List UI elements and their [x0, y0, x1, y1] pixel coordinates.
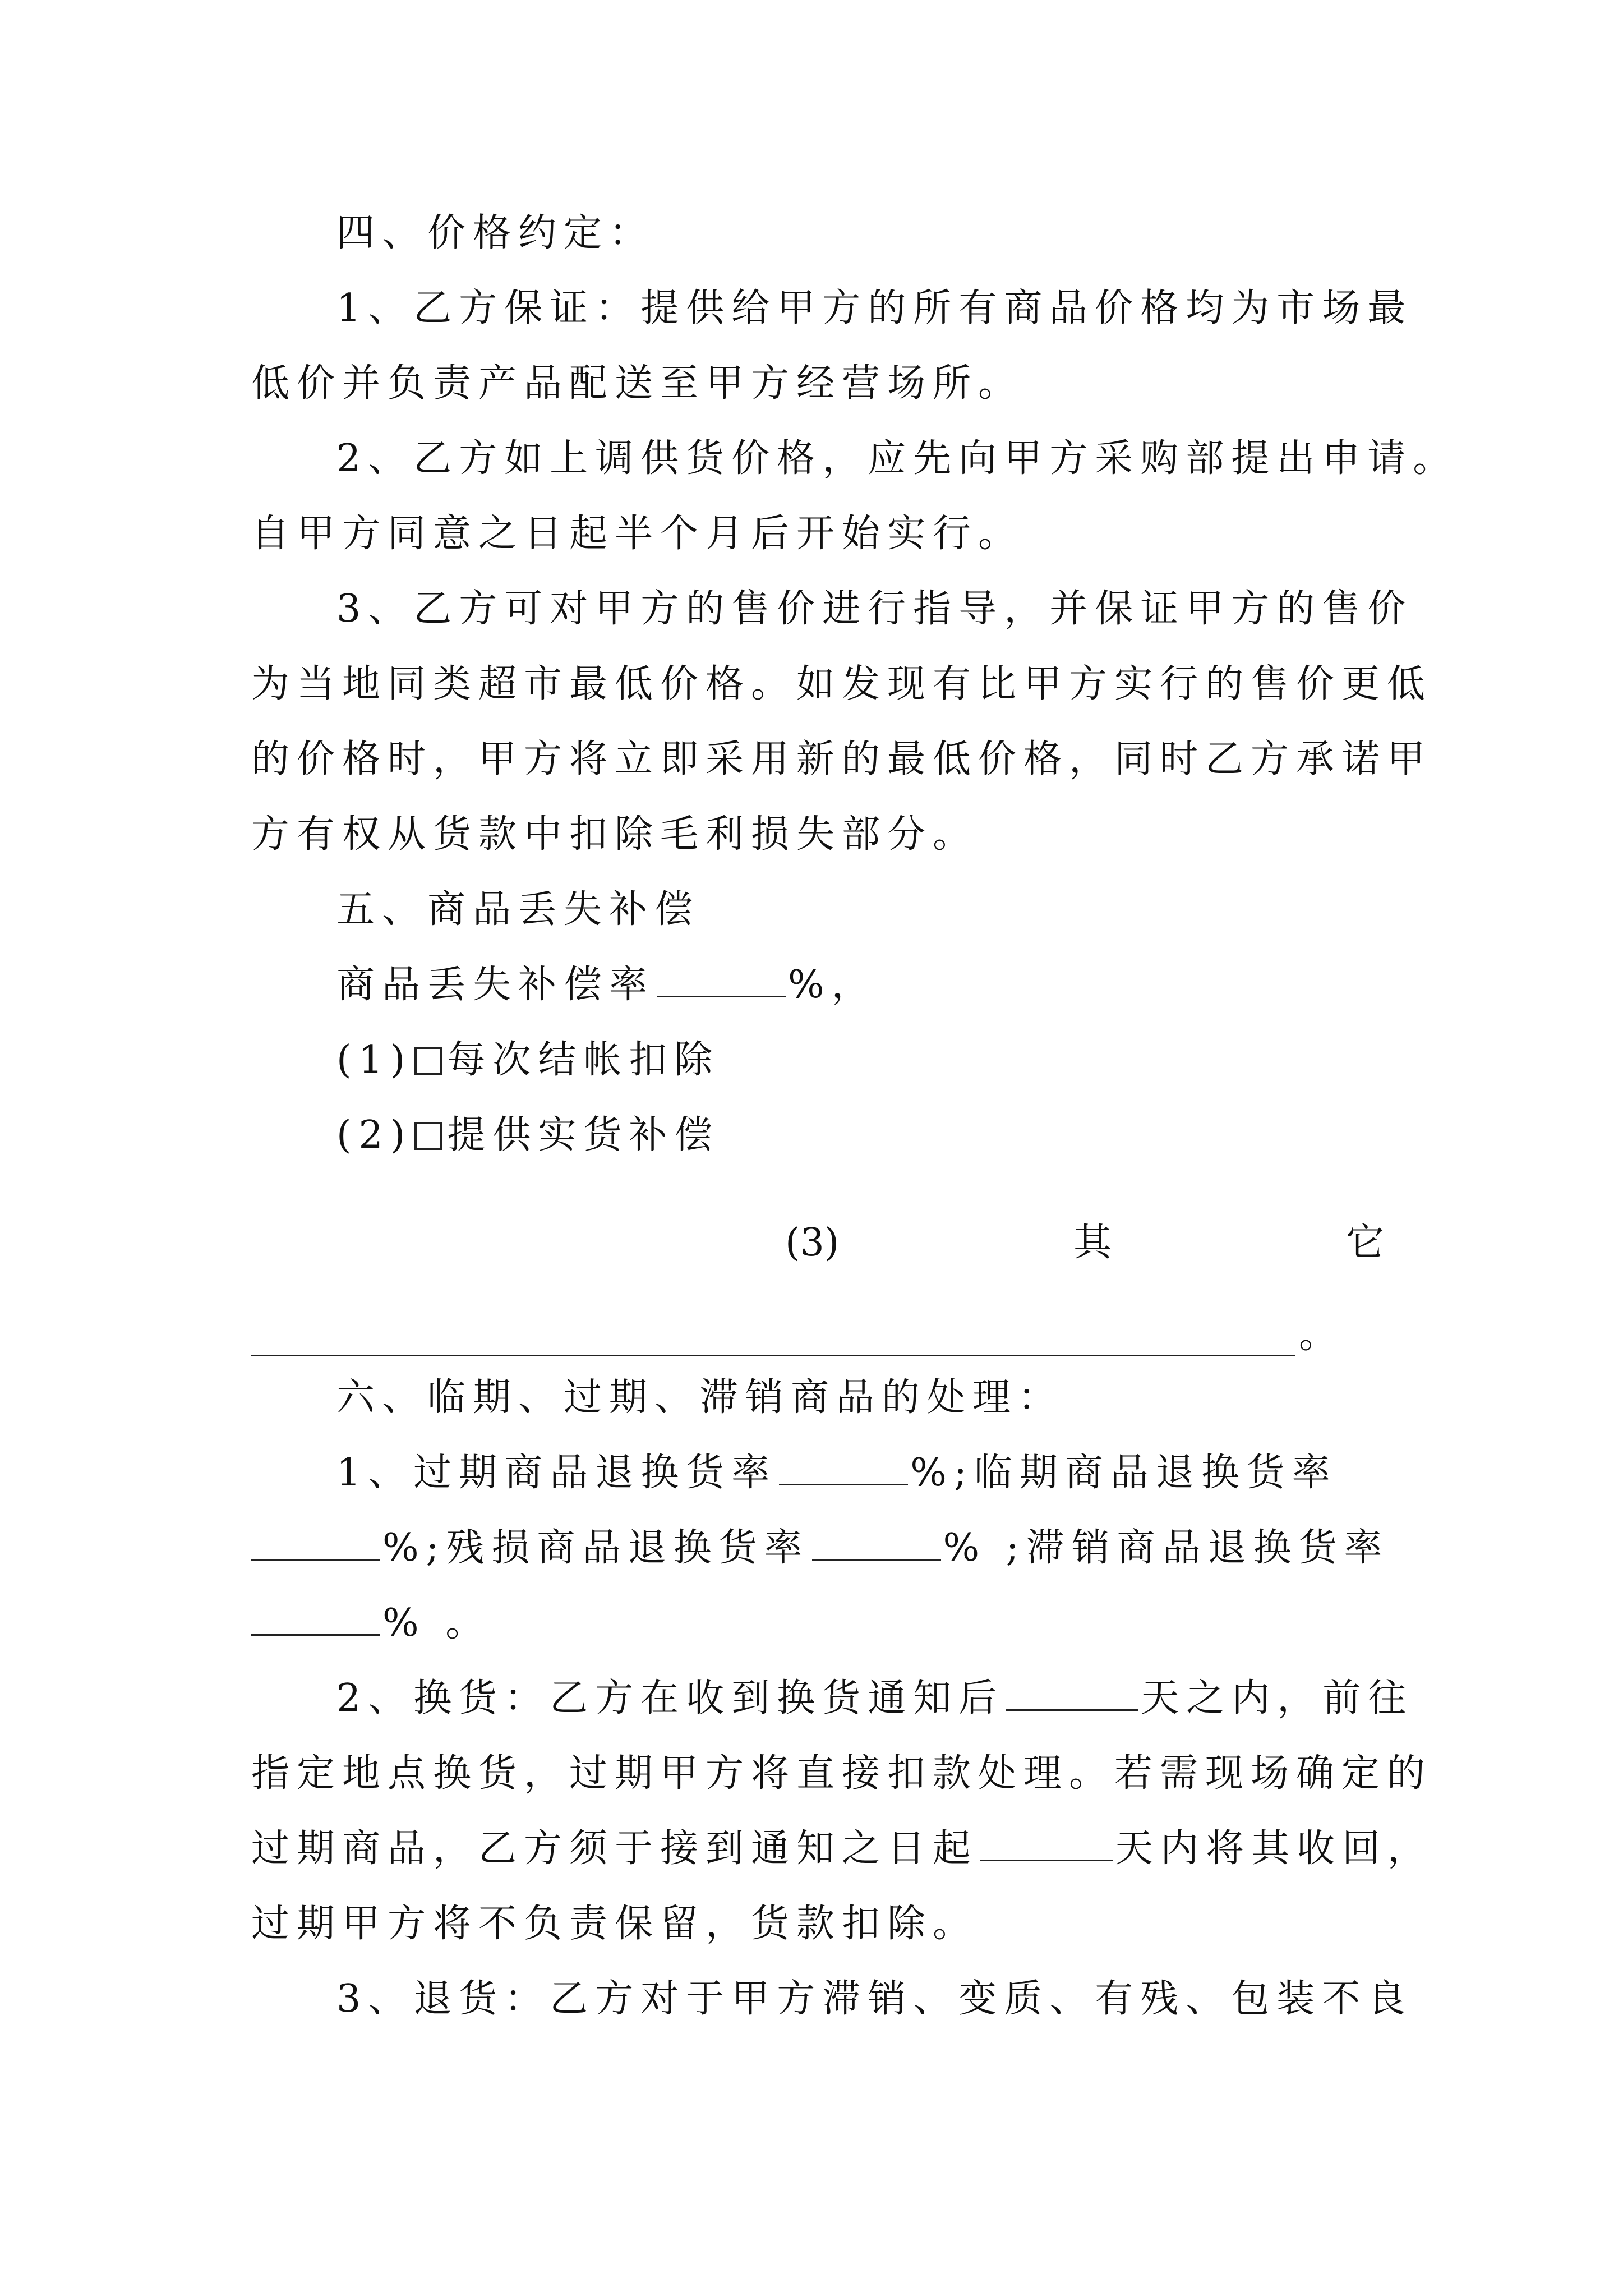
option-2-checkbox[interactable] [414, 1122, 442, 1150]
exchange-text: 天之内，前往 [1141, 1676, 1414, 1720]
paragraph-line: 的价格时，甲方将立即采用新的最低价格，同时乙方承诺甲 [251, 737, 1433, 781]
option-3-number: (3) [785, 1221, 840, 1265]
return-rate-line [251, 1520, 1390, 1576]
paragraph-line: 方有权从货款中扣除毛利损失部分。 [251, 812, 979, 857]
option-3-line [785, 1215, 1384, 1271]
exchange-text: 天内将其收回， [1115, 1826, 1433, 1871]
loss-rate-suffix: %， [788, 963, 877, 1007]
paragraph-line: 低价并负责产品配送至甲方经营场所。 [251, 361, 1024, 406]
paragraph-line: 过期甲方将不负责保留，货款扣除。 [251, 1902, 979, 1946]
exchange-line [251, 1821, 1433, 1877]
expired-rate-blank[interactable] [779, 1449, 908, 1485]
return-rate-line [251, 1595, 1384, 1651]
loss-rate-label: 商品丢失补偿率 [336, 963, 655, 1007]
option-1-line [336, 1032, 1384, 1088]
paragraph-line: 为当地同类超市最低价格。如发现有比甲方实行的售价更低 [251, 662, 1433, 706]
near-expiry-rate-blank[interactable] [251, 1524, 380, 1561]
paragraph-line: 3、乙方可对甲方的售价进行指导，并保证甲方的售价 [336, 587, 1413, 631]
paragraph-line: 2、乙方如上调供货价格，应先向甲方采购部提出申请。 [336, 436, 1459, 481]
option-3-period: 。 [1299, 1313, 1338, 1357]
paragraph-line: 1、乙方保证：提供给甲方的所有商品价格均为市场最 [336, 286, 1413, 330]
option-3-word: 其 [1073, 1221, 1112, 1265]
return-rate-text: % 。 [382, 1601, 491, 1645]
paragraph-line: 自甲方同意之日起半个月后开始实行。 [251, 512, 1024, 556]
option-1-checkbox[interactable] [414, 1047, 442, 1075]
damaged-rate-blank[interactable] [812, 1524, 941, 1561]
return-rate-text: % ;滞销商品退换货率 [943, 1526, 1390, 1570]
return-rate-text: %;临期商品退换货率 [910, 1451, 1338, 1495]
option-2-number: (2) [336, 1113, 413, 1157]
recall-days-blank[interactable] [980, 1825, 1113, 1861]
exchange-text: 2、换货：乙方在收到换货通知后 [336, 1676, 1004, 1720]
slow-moving-rate-blank[interactable] [251, 1599, 380, 1636]
exchange-line [336, 1671, 1414, 1727]
return-rate-text: 1、过期商品退换货率 [336, 1451, 777, 1495]
option-3-blank[interactable] [251, 1355, 1295, 1356]
exchange-text: 过期商品，乙方须于接到通知之日起 [251, 1826, 979, 1871]
return-rate-line [336, 1445, 1384, 1501]
option-1-text: 每次结帐扣除 [447, 1038, 720, 1082]
section-5-title: 五、商品丢失补偿 [336, 887, 700, 932]
section-4-title: 四、价格约定： [336, 211, 655, 255]
section-6-title: 六、临期、过期、滞销商品的处理： [336, 1375, 1064, 1420]
paragraph-line: 指定地点换货，过期甲方将直接扣款处理。若需现场确定的 [251, 1751, 1433, 1796]
option-1-number: (1) [336, 1038, 413, 1082]
exchange-days-blank[interactable] [1006, 1674, 1138, 1711]
return-rate-text: %;残损商品退换货率 [382, 1526, 810, 1570]
option-3-word: 它 [1345, 1221, 1384, 1265]
option-2-line [336, 1107, 1384, 1163]
paragraph-line: 3、退货：乙方对于甲方滞销、变质、有残、包装不良 [336, 1977, 1413, 2021]
loss-rate-blank[interactable] [657, 961, 786, 997]
loss-rate-line [336, 957, 1384, 1013]
option-2-text: 提供实货补偿 [447, 1113, 720, 1157]
